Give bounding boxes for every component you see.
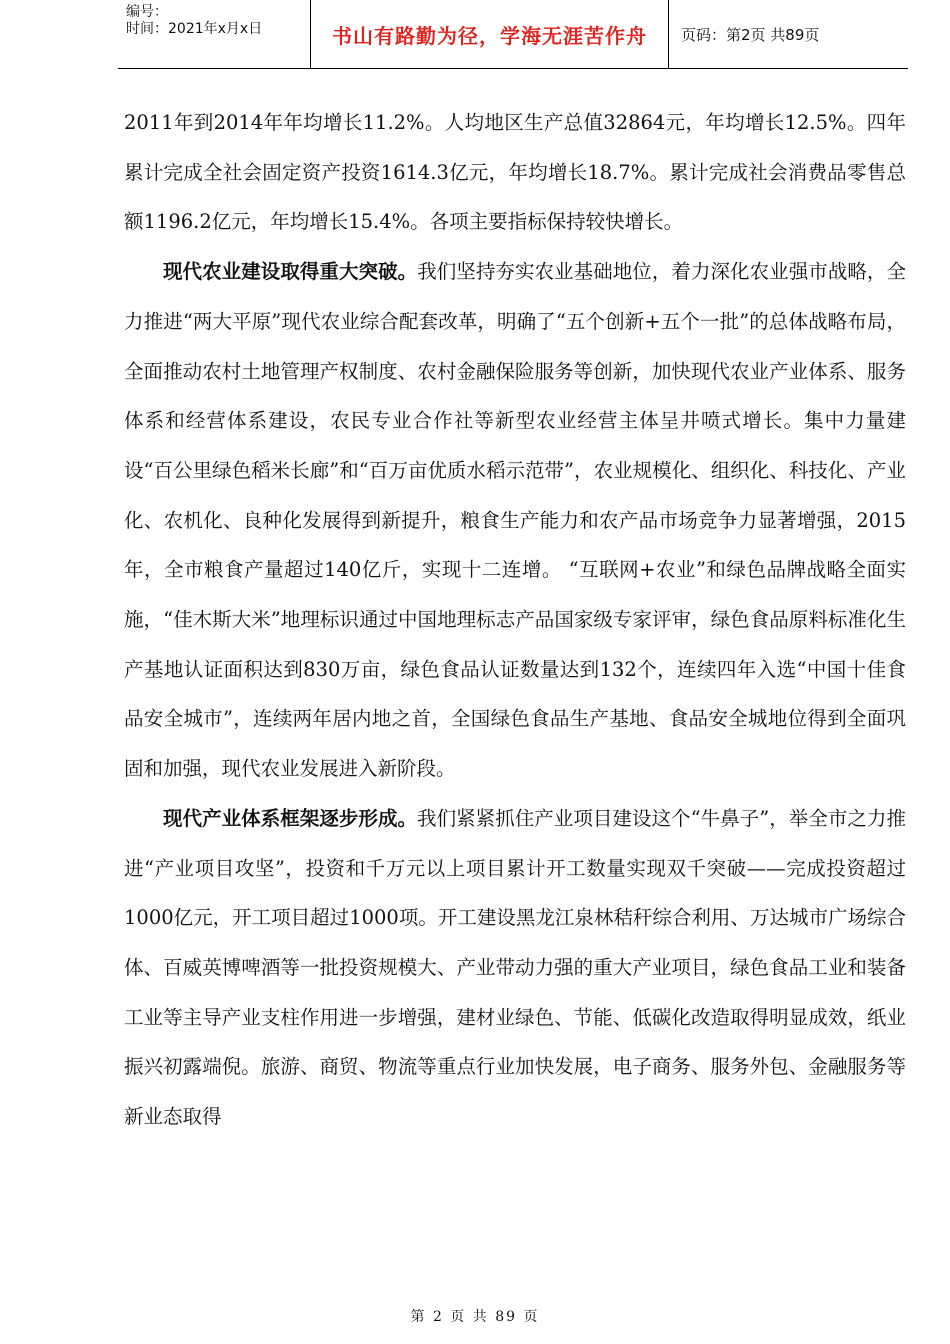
paragraph-text: 2011年到2014年年均增长11.2%。人均地区生产总值32864元，年均增长12.5%。四年累计完成全社会固定资产投资1614.3亿元，年均增长18.7%。累计完成社会消费品零售总额1196.2亿元，年均增长15.4%。各项主要指标保持较快增长。: [124, 111, 906, 234]
paragraph-modern-industry: [124, 794, 906, 1142]
document-time-label: 时间：2021年x月x日: [126, 21, 263, 37]
paragraph-growth-summary: [124, 98, 906, 247]
paragraph-lead: 现代产业体系框架逐步形成。: [163, 806, 418, 830]
paragraph-lead: 现代农业建设取得重大突破。: [163, 260, 418, 284]
paragraph-text: 我们坚持夯实农业基础地位，着力深化农业强市战略，全力推进“两大平原”现代农业综合配套改革，明确了“五个创新+五个一批”的总体战略布局，全面推动农村土地管理产权制度、农村金融保险服务等创新，加快现代农业产业体系、服务体系和经营体系建设，农民专业合作社等新型农业经营主体呈井喷式增长。集中力量建设“百公里绿色稻米长廊”和“百万亩优质水稻示范带”，农业规模化、组织化、科技化、产业化、农机化、良种化发展得到新提升，粮食生产能力和农产品市场竞争力显著增强，2015年，全市粮食产量超过140亿斤，实现十二连增。 “互联网+农业”和绿色品牌战略全面实施，“佳木斯大米”地理标识通过中国地理标志产品国家级专家评审，绿色食品原料标准化生产基地认证面积达到830万亩，绿色食品认证数量达到132个，连续四年入选“中国十佳食品安全城市”，连续两年居内地之首，全国绿色食品生产基地、食品安全城地位得到全面巩固和加强，现代农业发展进入新阶段。: [124, 260, 906, 781]
header-meta: [118, 0, 311, 68]
header-motto: 书山有路勤为径，学海无涯苦作舟: [311, 0, 669, 68]
paragraph-text: 我们紧紧抓住产业项目建设这个“牛鼻子”，举全市之力推进“产业项目攻坚”，投资和千万元以上项目累计开工数量实现双千突破——完成投资超过1000亿元，开工项目超过1000项。开工建设黑龙江泉林秸秆综合利用、万达城市广场综合体、百威英博啤酒等一批投资规模大、产业带动力强的重大产业项目，绿色食品工业和装备工业等主导产业支柱作用进一步增强，建材业绿色、节能、低碳化改造取得明显成效，纸业振兴初露端倪。旅游、商贸、物流等重点行业加快发展，电子商务、服务外包、金融服务等新业态取得: [124, 806, 906, 1129]
document-number-label: 编号：: [126, 4, 168, 20]
header-page-info: 页码：第2页 共89页: [681, 25, 820, 44]
paragraph-modern-agriculture: [124, 247, 906, 794]
document-body: [124, 98, 906, 1142]
page-footer: 第 2 页 共 89 页: [410, 1309, 540, 1325]
page-header: [118, 0, 908, 69]
